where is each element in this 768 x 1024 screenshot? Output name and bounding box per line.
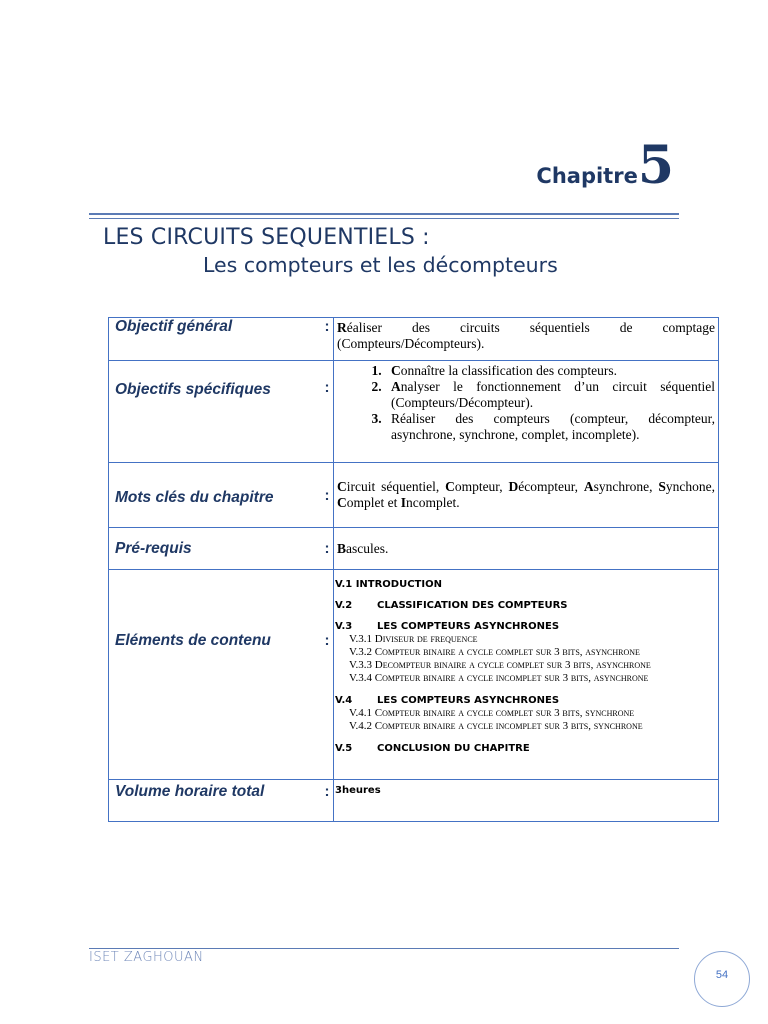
objectifs-specifiques-list [334,361,719,463]
table-row [109,528,719,570]
table-row [109,318,719,361]
row-label: Mots clés du chapitre [109,463,322,528]
subsection-item: V.3.4 Compteur binaire a cycle incomplet sur 3 bits, asynchrone [349,672,649,684]
section-heading: V.2 CLASSIFICATION DES COMPTEURS [335,600,568,611]
objectif-general-value: Réaliser des circuits séquentiels de comptage (Compteurs/Décompteurs). [334,318,719,361]
subsection-item: V.4.2 Compteur binaire a cycle incomplet sur 3 bits, synchrone [349,720,643,732]
subsection-item: V.4.1 Compteur binaire a cycle complet sur 3 bits, synchrone [349,707,635,719]
chapter-summary-table [108,317,719,822]
subsection-item: V.3.3 Decompteur binaire a cycle complet sur 3 bits, asynchrone [349,659,651,671]
row-label: Objectif général [109,318,322,361]
page-title: LES CIRCUITS SEQUENTIELS : [103,225,430,250]
table-row [109,361,719,463]
list-item: 1. Connaître la classification des compteurs. [385,363,715,379]
section-heading: V.5 CONCLUSION DU CHAPITRE [335,743,530,754]
row-colon: : [321,361,334,463]
chapter-heading [536,135,674,196]
footer-institution: ISET ZAGHOUAN [89,950,204,965]
row-colon: : [321,318,334,361]
table-row [109,780,719,822]
row-label: Volume horaire total [109,780,322,822]
prerequis-value: Bascules. [334,528,719,570]
page-number: 54 [694,951,750,1007]
elements-contenu-list [334,570,719,780]
page-subtitle: Les compteurs et les décompteurs [203,253,558,277]
subsection-item: V.3.1 Diviseur de frequence [349,633,478,645]
row-colon: : [321,570,334,780]
volume-value: 3heures [334,780,719,822]
section-heading: V.4 LES COMPTEURS ASYNCHRONES [335,695,560,706]
row-colon: : [321,780,334,822]
row-label: Pré-requis [109,528,322,570]
list-item: 2. Analyser le fonctionnement d’un circuit séquentiel (Compteurs/Décompteur). [385,379,715,411]
chapter-word: Chapitre [536,164,638,188]
header-rule [89,213,679,215]
row-colon: : [321,528,334,570]
table-row [109,463,719,528]
list-item: 3. Réaliser des compteurs (compteur, décompteur, asynchrone, synchrone, complet, incomplete). [385,411,715,443]
mots-cles-value: Circuit séquentiel, Compteur, Décompteur, Asynchrone, Synchone, Complet et Incomplet. [334,463,719,528]
row-colon: : [321,463,334,528]
row-label: Eléments de contenu [109,570,322,780]
header-rule-thin [89,218,679,219]
section-heading: V.3 LES COMPTEURS ASYNCHRONES [335,621,560,632]
subsection-item: V.3.2 Compteur binaire a cycle complet sur 3 bits, asynchrone [349,646,640,658]
section-heading: V.1 INTRODUCTION [335,579,442,590]
chapter-number: 5 [637,135,674,196]
row-label: Objectifs spécifiques [109,361,322,463]
table-row [109,570,719,780]
footer-rule [89,948,679,949]
